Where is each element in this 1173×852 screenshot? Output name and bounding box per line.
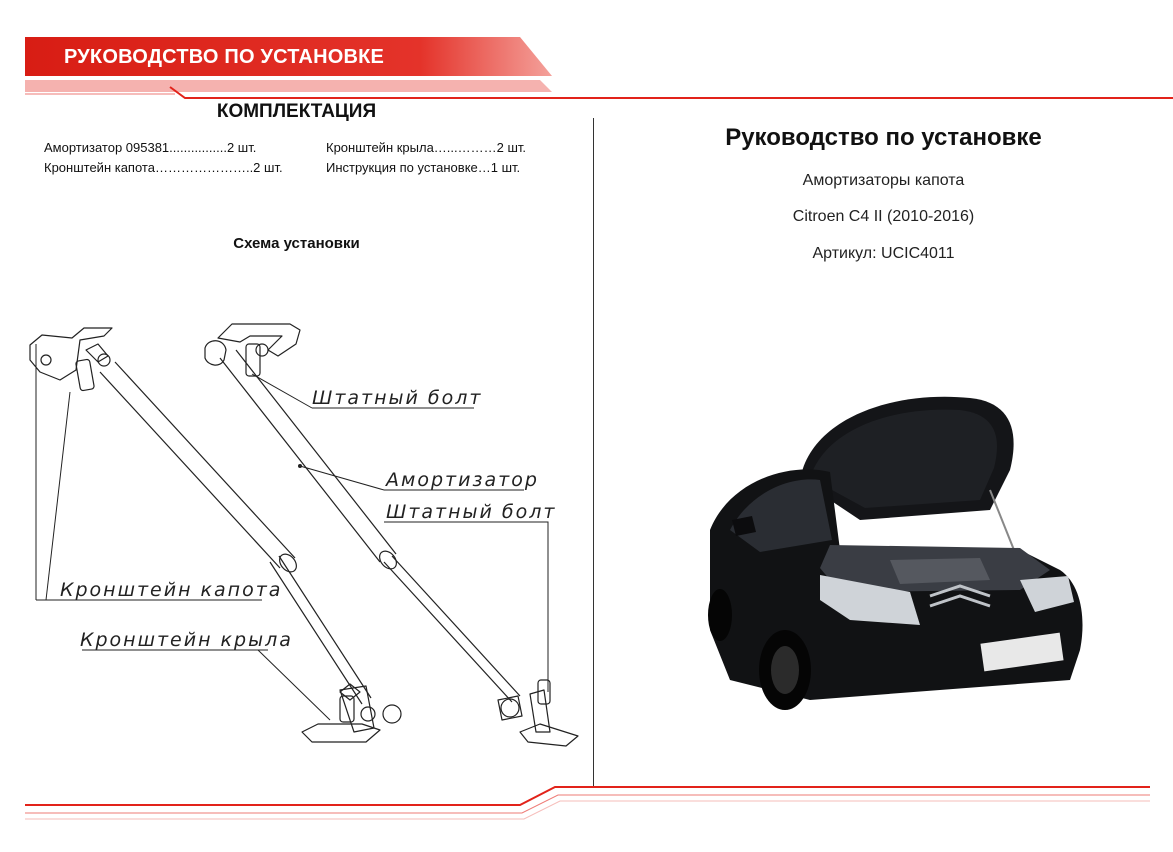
left-gas-strut xyxy=(100,362,371,704)
right-hood-bracket xyxy=(205,324,300,376)
info-vehicle: Citroen C4 II (2010-2016) xyxy=(792,208,975,225)
left-hood-bracket xyxy=(30,328,112,391)
kit-item-manual: Инструкция по установке…1 шт. xyxy=(326,160,521,175)
right-wing-bracket xyxy=(498,680,578,746)
installation-diagram xyxy=(0,300,593,780)
info-article: Артикул: UCIC4011 xyxy=(812,245,955,262)
kit-item-hood-bracket: Кронштейн капота…………………..2 шт. xyxy=(44,160,283,175)
label-standard-bolt-mid: Штатный болт xyxy=(386,501,557,523)
info-product: Амортизаторы капота xyxy=(802,172,965,189)
label-hood-bracket: Кронштейн капота xyxy=(60,579,283,601)
footer-decoration xyxy=(0,775,1173,852)
label-shock-absorber: Амортизатор xyxy=(386,469,539,491)
kit-title: КОМПЛЕКТАЦИЯ xyxy=(216,101,377,122)
scheme-title: Схема установки xyxy=(233,235,360,252)
kit-item-wing-bracket: Кронштейн крыла…...………2 шт. xyxy=(326,140,527,155)
label-standard-bolt-top: Штатный болт xyxy=(312,387,483,409)
left-wing-bracket xyxy=(302,684,401,742)
header-title: РУКОВОДСТВО ПО УСТАНОВКЕ xyxy=(64,46,385,68)
label-wing-bracket: Кронштейн крыла xyxy=(80,629,293,651)
info-title: Руководство по установке xyxy=(725,124,1042,151)
kit-item-shock: Амортизатор 095381................2 шт. xyxy=(44,140,257,155)
car-photo xyxy=(690,380,1090,725)
